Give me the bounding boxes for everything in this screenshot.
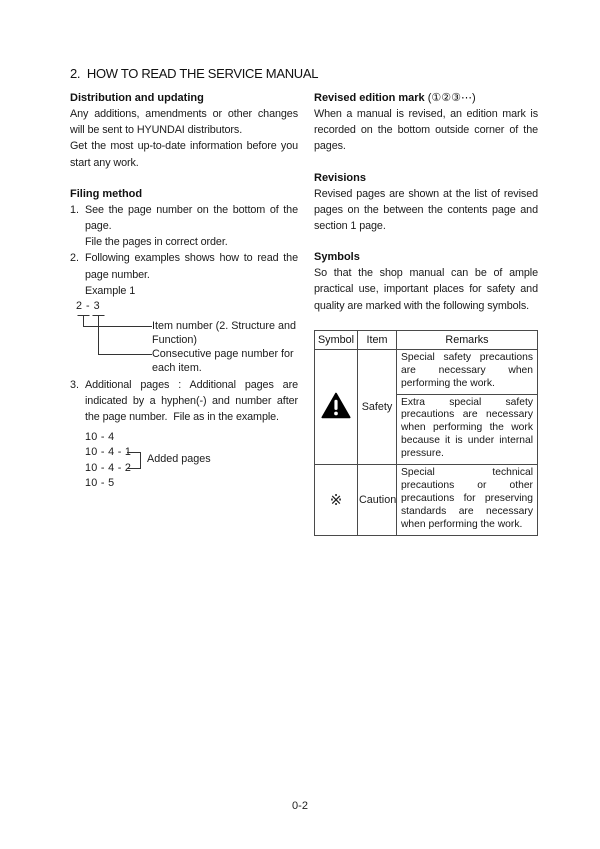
remarks-cell: Extra special safety precautions are necessary when performing the work because it is under internal pressure.: [397, 394, 538, 465]
paragraph-revisions: Revised pages are shown at the list of revised pages on the between the contents page and section 1 page.: [314, 187, 538, 233]
list-number: 3.: [70, 379, 80, 392]
list-item-1-text: See the page number on the bottom of the page.: [85, 203, 298, 233]
list-item-3: [70, 377, 298, 426]
left-column: [70, 90, 298, 494]
list-item-2-text: Following examples shows how to read the page number.: [85, 252, 298, 281]
diagram-connector-lines: [76, 314, 152, 360]
example-label: Example 1: [85, 284, 136, 297]
heading-text: Revised edition mark: [314, 92, 428, 104]
heading-distribution-and-updating: Distribution and updating: [70, 92, 204, 104]
reference-mark-symbol: ※: [315, 465, 358, 536]
table-header-row: [315, 330, 538, 349]
item-cell-caution: Caution: [358, 465, 397, 536]
page-code: 10 - 4 - 2: [85, 461, 132, 474]
list-item-1-text2: File the pages in correct order.: [85, 236, 228, 249]
paragraph-distribution-2: Get the most up-to-date information before you start any work.: [70, 140, 298, 169]
paragraph-symbols: So that the shop manual can be of ample practical use, important places for safety and quality are marked with the following symbols.: [314, 267, 538, 312]
column-header-item: Item: [358, 330, 397, 349]
added-pages-label: Added pages: [147, 452, 211, 465]
diagram-label-consecutive-page: Consecutive page number for each item.: [152, 348, 294, 375]
list-item-3-text: Additional pages : Additional pages are indicated by a hyphen(-) and number after the page number. File as in the example.: [85, 379, 298, 424]
item-cell-safety: Safety: [358, 349, 397, 464]
right-column: [314, 90, 538, 536]
symbol-cell-safety: [315, 349, 358, 464]
list-item-2: [70, 250, 298, 299]
heading-symbols: Symbols: [314, 251, 360, 264]
heading-filing-method: Filing method: [70, 187, 143, 200]
page-code: 10 - 4 - 1: [85, 446, 132, 459]
column-header-remarks: Remarks: [397, 330, 538, 349]
remarks-cell: Special safety precautions are necessary when performing the work.: [397, 349, 538, 394]
paragraph-distribution-1: Any additions, amendments or other changes will be sent to HYUNDAI distributors.: [70, 108, 298, 137]
added-pages-bracket: [127, 452, 141, 469]
edition-mark-symbols: (①②③⋯): [427, 92, 476, 104]
footer-page-number: 0-2: [292, 800, 308, 812]
list-number: 1.: [70, 203, 80, 216]
table-row: [315, 465, 538, 536]
table-row: [315, 349, 538, 394]
page-number-diagram: [76, 299, 298, 377]
warning-triangle-icon: [321, 392, 351, 419]
paragraph-revised-edition: When a manual is revised, an edition mark is recorded on the bottom outside corner of the pages.: [314, 108, 538, 153]
heading-revised-edition-mark: [314, 90, 538, 106]
heading-revisions: Revisions: [314, 171, 366, 184]
remarks-cell: Special technical precautions or other precautions for preserving standards are necessary when performing the work.: [397, 465, 538, 536]
diagram-label-item-number: Item number (2. Structure and Function): [152, 320, 297, 347]
symbols-table: [314, 330, 538, 536]
added-pages-example: [85, 430, 298, 494]
list-item-1: [70, 202, 298, 251]
page-code: 10 - 4: [85, 430, 115, 443]
list-number: 2.: [70, 252, 80, 265]
page-title: 2. HOW TO READ THE SERVICE MANUAL: [70, 66, 319, 81]
column-header-symbol: Symbol: [315, 330, 358, 349]
example-page-number: 2 - 3: [76, 300, 101, 313]
page-code: 10 - 5: [85, 477, 115, 490]
